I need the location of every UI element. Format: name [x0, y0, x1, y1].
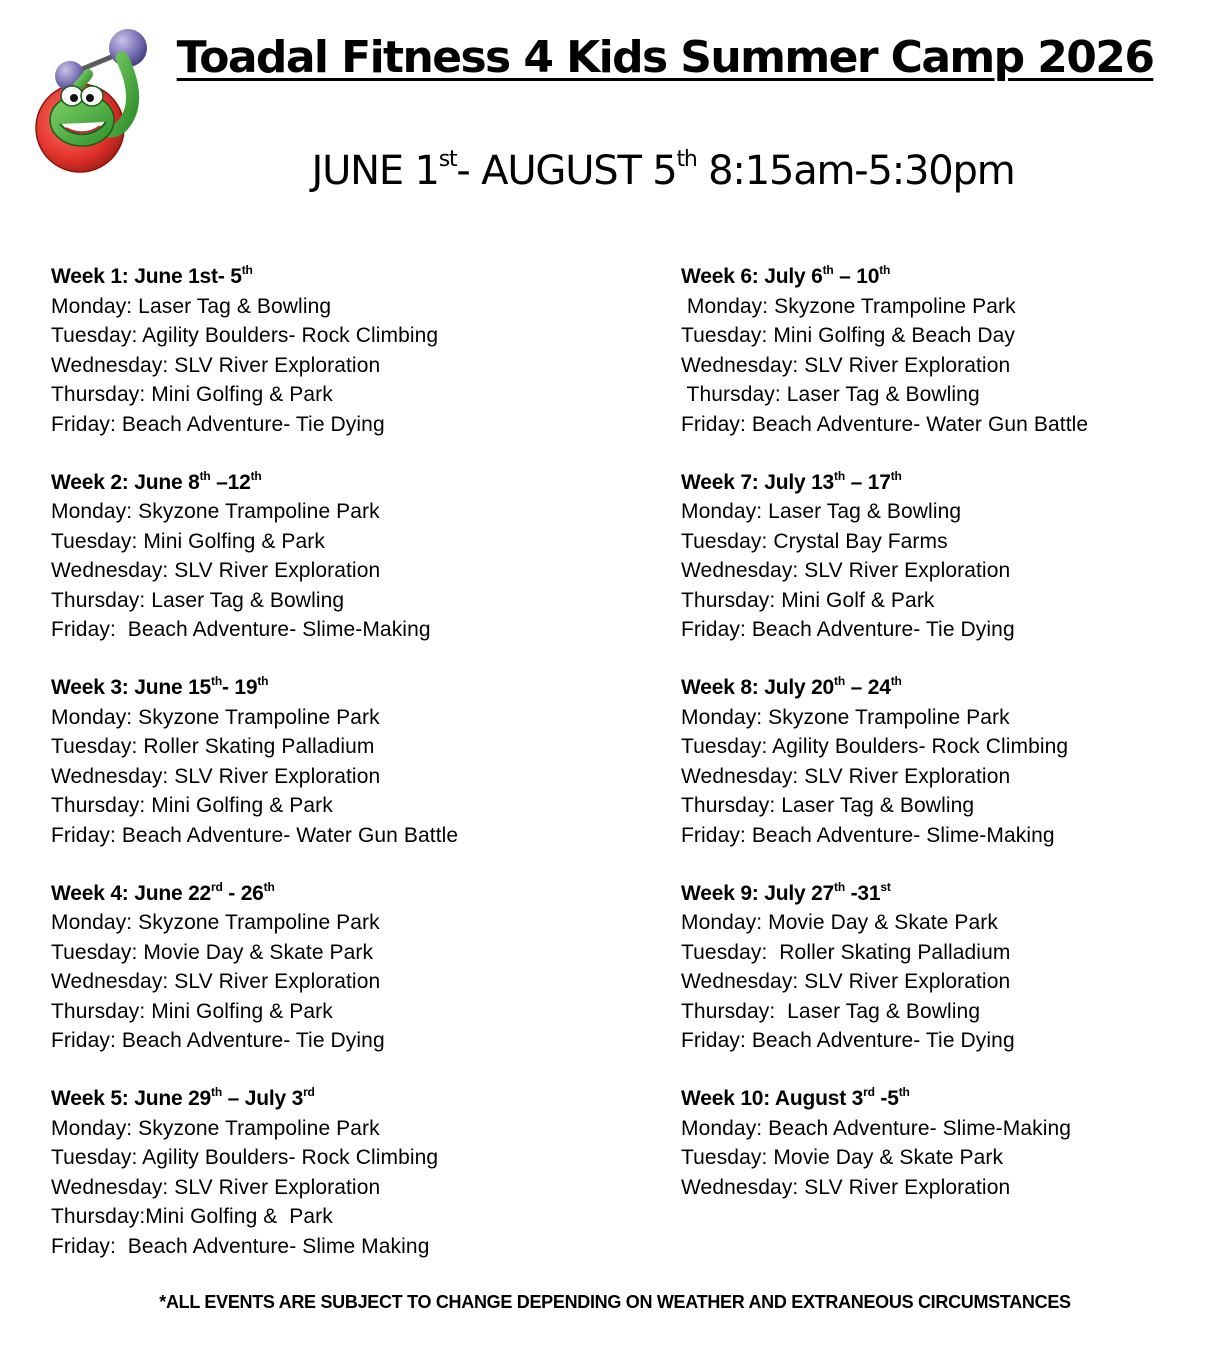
week-block [51, 1084, 611, 1290]
week-title-suffix: th [898, 1085, 910, 1099]
week-block [51, 673, 611, 879]
day-activity: Wednesday: SLV River Exploration [681, 970, 1011, 993]
week-title-suffix: rd [303, 1085, 315, 1099]
week-title-text: -31 [844, 881, 881, 905]
day-activity: Monday: Skyzone Trampoline Park [51, 705, 380, 729]
day-activity: Wednesday: SLV River Exploration [51, 764, 381, 788]
week-title-suffix: th [199, 468, 211, 483]
week-title-text: – 24 [844, 676, 891, 699]
week-title-text: Week 7: July 13 [681, 470, 835, 494]
week-title [51, 1084, 611, 1114]
week-title [51, 879, 611, 909]
week-title-text: Week 2: June 8 [51, 470, 200, 494]
day-activity: Friday: Beach Adventure- Slime-Making [681, 823, 1055, 847]
day-activity: Thursday:Mini Golfing & Park [51, 1205, 333, 1228]
week-title-text: Week 4: June 22 [51, 881, 212, 905]
week-title-text: -5 [874, 1087, 899, 1110]
day-activity: Monday: Skyzone Trampoline Park [51, 500, 380, 523]
week-title-suffix: th [211, 674, 222, 688]
day-activity: Monday: Skyzone Trampoline Park [681, 294, 1016, 318]
day-activity: Tuesday: Agility Boulders- Rock Climbing [51, 1146, 439, 1169]
day-activity: Tuesday: Movie Day & Skate Park [681, 1146, 1004, 1169]
week-block [51, 468, 611, 674]
week-title-suffix: th [241, 263, 253, 277]
start-date: JUNE 1 [311, 148, 439, 194]
week-title-suffix: th [890, 468, 902, 483]
week-title-suffix: rd [211, 879, 223, 894]
day-activity: Wednesday: SLV River Exploration [51, 559, 381, 582]
day-activity: Friday: Beach Adventure- Slime-Making [51, 618, 431, 641]
day-activity: Wednesday: SLV River Exploration [681, 764, 1011, 788]
week-title-suffix: th [834, 879, 845, 894]
day-activity: Friday: Beach Adventure- Water Gun Battle [51, 823, 459, 847]
day-activity: Thursday: Mini Golf & Park [681, 588, 935, 612]
week-title-suffix: rd [863, 1085, 875, 1099]
end-date-suffix: th [676, 147, 697, 172]
week-block [681, 262, 1230, 468]
day-activity: Thursday: Mini Golfing & Park [51, 794, 333, 817]
page-title: Toadal Fitness 4 Kids Summer Camp 2026 [176, 32, 1154, 83]
day-activity: Tuesday: Agility Boulders- Rock Climbing [51, 324, 439, 347]
day-activity: Monday: Beach Adventure- Slime-Making [681, 1116, 1072, 1140]
week-title-suffix: th [263, 879, 275, 894]
day-activity: Friday: Beach Adventure- Water Gun Battle [681, 412, 1089, 436]
day-activity: Friday: Beach Adventure- Slime Making [51, 1234, 430, 1258]
day-activity: Monday: Skyzone Trampoline Park [51, 911, 380, 934]
day-activity: Thursday: Laser Tag & Bowling [681, 999, 981, 1023]
week-title-suffix: th [250, 468, 262, 483]
week-title-text: Week 10: August 3 [681, 1087, 864, 1110]
week-title [51, 468, 611, 498]
week-title-text: – 17 [844, 470, 891, 494]
right-schedule-column [681, 262, 1230, 1290]
day-activity: Wednesday: SLV River Exploration [51, 1175, 381, 1199]
day-activity: Friday: Beach Adventure- Tie Dying [51, 1029, 385, 1052]
week-title-text: - 26 [222, 881, 264, 905]
day-activity: Thursday: Mini Golfing & Park [51, 383, 333, 406]
week-title [681, 468, 1230, 498]
week-title-text: Week 1: June 1st- 5 [51, 265, 242, 288]
day-activity: Tuesday: Roller Skating Palladium [681, 940, 1011, 964]
week-title-text: Week 3: June 15 [51, 676, 212, 699]
week-title [681, 1084, 1230, 1114]
week-title-suffix: th [822, 263, 834, 277]
day-activity: Tuesday: Crystal Bay Farms [681, 529, 948, 553]
day-activity: Friday: Beach Adventure- Tie Dying [51, 412, 385, 436]
day-activity: Monday: Laser Tag & Bowling [51, 294, 332, 318]
day-activity: Wednesday: SLV River Exploration [681, 353, 1011, 377]
week-title [681, 262, 1230, 292]
week-block [681, 673, 1230, 879]
camp-hours: 8:15am-5:30pm [696, 148, 1015, 194]
week-title [51, 673, 611, 703]
week-block [681, 1084, 1230, 1290]
day-activity: Friday: Beach Adventure- Tie Dying [681, 618, 1015, 641]
day-activity: Monday: Laser Tag & Bowling [681, 500, 962, 523]
week-title-text: – July 3 [221, 1087, 304, 1110]
day-activity: Monday: Movie Day & Skate Park [681, 911, 998, 934]
day-activity: Tuesday: Mini Golfing & Park [51, 529, 325, 553]
week-block [51, 879, 611, 1085]
week-title-suffix: th [211, 1085, 222, 1099]
camp-dates-hours [0, 148, 1230, 194]
day-activity: Wednesday: SLV River Exploration [51, 970, 381, 993]
week-title-suffix: th [257, 674, 269, 688]
day-activity: Thursday: Laser Tag & Bowling [51, 588, 345, 612]
day-activity: Tuesday: Mini Golfing & Beach Day [681, 324, 1016, 347]
start-date-suffix: st [438, 147, 457, 172]
disclaimer-note: *ALL EVENTS ARE SUBJECT TO CHANGE DEPENDING ON WEATHER AND EXTRANEOUS CIRCUMSTANCES [159, 1292, 1071, 1312]
week-title-suffix: th [834, 468, 845, 483]
week-title-text: – 10 [833, 265, 880, 288]
week-title-text: Week 9: July 27 [681, 881, 835, 905]
week-title [681, 673, 1230, 703]
day-activity: Wednesday: SLV River Exploration [681, 1175, 1011, 1199]
day-activity: Monday: Skyzone Trampoline Park [681, 705, 1010, 729]
day-activity: Tuesday: Movie Day & Skate Park [51, 940, 374, 964]
day-activity: Thursday: Mini Golfing & Park [51, 999, 333, 1023]
week-title-text: –12 [210, 470, 251, 494]
week-title-text: Week 8: July 20 [681, 676, 835, 699]
week-title-suffix: th [879, 263, 891, 277]
week-block [51, 262, 611, 468]
week-title-suffix: th [834, 674, 845, 688]
week-block [681, 468, 1230, 674]
day-activity: Tuesday: Roller Skating Palladium [51, 735, 375, 758]
week-title-text: Week 6: July 6 [681, 265, 823, 288]
week-block [681, 879, 1230, 1085]
day-activity: Thursday: Laser Tag & Bowling [681, 794, 975, 817]
day-activity: Wednesday: SLV River Exploration [51, 353, 381, 377]
day-activity: Monday: Skyzone Trampoline Park [51, 1116, 380, 1140]
week-title [681, 879, 1230, 909]
week-title-text: Week 5: June 29 [51, 1087, 212, 1110]
week-title-suffix: st [880, 879, 891, 894]
day-activity: Wednesday: SLV River Exploration [681, 559, 1011, 582]
week-title-text: - 19 [221, 676, 258, 699]
left-schedule-column [51, 262, 611, 1290]
end-date: - AUGUST 5 [456, 148, 677, 194]
week-title-suffix: th [890, 674, 902, 688]
day-activity: Tuesday: Agility Boulders- Rock Climbing [681, 735, 1069, 758]
week-title [51, 262, 611, 292]
day-activity: Friday: Beach Adventure- Tie Dying [681, 1029, 1015, 1052]
day-activity: Thursday: Laser Tag & Bowling [681, 383, 980, 406]
